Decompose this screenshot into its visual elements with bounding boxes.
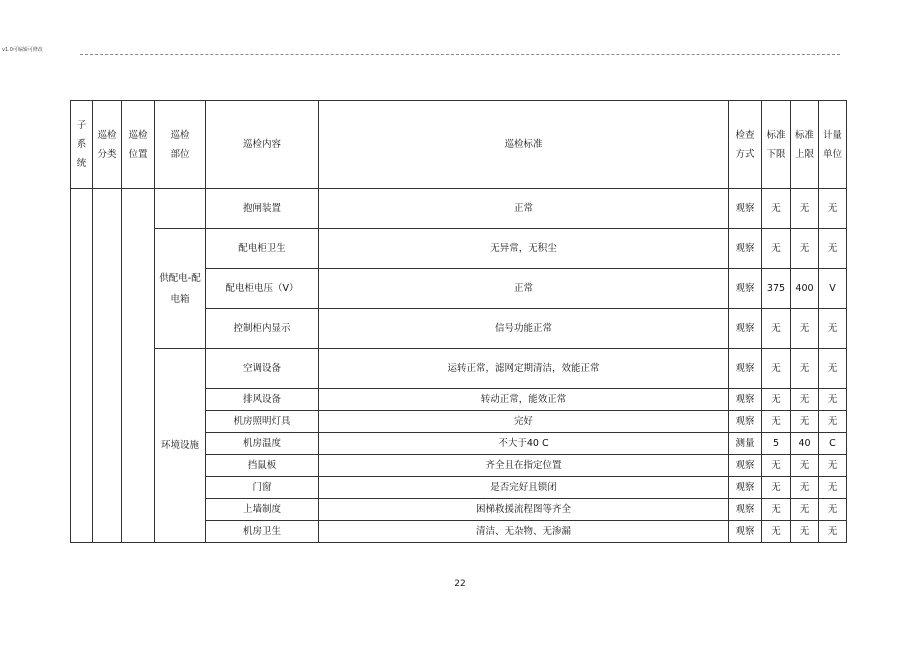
part-cell-empty bbox=[155, 189, 206, 229]
standard-cell: 运转正常，滤网定期清洁，效能正常 bbox=[319, 349, 729, 389]
lower-limit-cell: 375 bbox=[762, 269, 791, 309]
method-cell: 观察 bbox=[729, 229, 762, 269]
header-standard: 巡检标准 bbox=[319, 101, 729, 189]
standard-cell: 正常 bbox=[319, 269, 729, 309]
standard-cell: 正常 bbox=[319, 189, 729, 229]
unit-cell: 无 bbox=[819, 389, 847, 411]
upper-limit-cell: 无 bbox=[791, 389, 819, 411]
content-cell: 门窗 bbox=[206, 477, 319, 499]
unit-cell: 无 bbox=[819, 411, 847, 433]
standard-cell: 完好 bbox=[319, 411, 729, 433]
header-part: 巡检部位 bbox=[155, 101, 206, 189]
header-category: 巡检分类 bbox=[93, 101, 122, 189]
header-lower-limit: 标准下限 bbox=[762, 101, 791, 189]
table-row bbox=[71, 189, 847, 229]
method-cell: 观察 bbox=[729, 411, 762, 433]
method-cell: 观察 bbox=[729, 499, 762, 521]
content-cell: 控制柜内显示 bbox=[206, 309, 319, 349]
standard-cell: 转动正常，能效正常 bbox=[319, 389, 729, 411]
unit-cell: 无 bbox=[819, 309, 847, 349]
method-cell: 观察 bbox=[729, 521, 762, 543]
method-cell: 测量 bbox=[729, 433, 762, 455]
standard-cell: 齐全且在指定位置 bbox=[319, 455, 729, 477]
header-subsystem: 子系统 bbox=[71, 101, 93, 189]
lower-limit-cell: 无 bbox=[762, 189, 791, 229]
content-cell: 配电柜卫生 bbox=[206, 229, 319, 269]
subsystem-cell bbox=[71, 189, 93, 543]
content-cell: 空调设备 bbox=[206, 349, 319, 389]
unit-cell: V bbox=[819, 269, 847, 309]
content-cell: 挡鼠板 bbox=[206, 455, 319, 477]
method-cell: 观察 bbox=[729, 269, 762, 309]
lower-limit-cell: 无 bbox=[762, 499, 791, 521]
unit-cell: C bbox=[819, 433, 847, 455]
upper-limit-cell: 无 bbox=[791, 477, 819, 499]
unit-cell: 无 bbox=[819, 521, 847, 543]
header-method: 检查方式 bbox=[729, 101, 762, 189]
category-cell bbox=[93, 189, 122, 543]
method-cell: 观察 bbox=[729, 477, 762, 499]
table-header-row bbox=[71, 101, 847, 189]
standard-cell: 信号功能正常 bbox=[319, 309, 729, 349]
unit-cell: 无 bbox=[819, 349, 847, 389]
lower-limit-cell: 无 bbox=[762, 411, 791, 433]
method-cell: 观察 bbox=[729, 349, 762, 389]
inspection-table bbox=[70, 100, 847, 543]
content-cell: 抱闸装置 bbox=[206, 189, 319, 229]
content-cell: 排风设备 bbox=[206, 389, 319, 411]
standard-cell: 清洁、无杂物、无渗漏 bbox=[319, 521, 729, 543]
lower-limit-cell: 无 bbox=[762, 229, 791, 269]
upper-limit-cell: 无 bbox=[791, 521, 819, 543]
standard-cell: 困梯救援流程图等齐全 bbox=[319, 499, 729, 521]
content-cell: 配电柜电压（V） bbox=[206, 269, 319, 309]
method-cell: 观察 bbox=[729, 455, 762, 477]
upper-limit-cell: 400 bbox=[791, 269, 819, 309]
lower-limit-cell: 无 bbox=[762, 521, 791, 543]
lower-limit-cell: 无 bbox=[762, 455, 791, 477]
upper-limit-cell: 无 bbox=[791, 411, 819, 433]
header-content: 巡检内容 bbox=[206, 101, 319, 189]
header-unit: 计量单位 bbox=[819, 101, 847, 189]
header-upper-limit: 标准上限 bbox=[791, 101, 819, 189]
content-cell: 机房照明灯具 bbox=[206, 411, 319, 433]
upper-limit-cell: 无 bbox=[791, 499, 819, 521]
lower-limit-cell: 5 bbox=[762, 433, 791, 455]
unit-cell: 无 bbox=[819, 477, 847, 499]
page-number: 22 bbox=[454, 579, 466, 589]
upper-limit-cell: 无 bbox=[791, 349, 819, 389]
table-row bbox=[71, 229, 847, 269]
table-row bbox=[71, 349, 847, 389]
upper-limit-cell: 40 bbox=[791, 433, 819, 455]
lower-limit-cell: 无 bbox=[762, 389, 791, 411]
lower-limit-cell: 无 bbox=[762, 477, 791, 499]
content-cell: 机房卫生 bbox=[206, 521, 319, 543]
method-cell: 观察 bbox=[729, 189, 762, 229]
standard-cell: 无异常，无积尘 bbox=[319, 229, 729, 269]
location-cell bbox=[122, 189, 155, 543]
method-cell: 观察 bbox=[729, 389, 762, 411]
unit-cell: 无 bbox=[819, 455, 847, 477]
lower-limit-cell: 无 bbox=[762, 309, 791, 349]
header-divider bbox=[80, 54, 840, 55]
upper-limit-cell: 无 bbox=[791, 455, 819, 477]
content-cell: 机房温度 bbox=[206, 433, 319, 455]
header-location: 巡检位置 bbox=[122, 101, 155, 189]
upper-limit-cell: 无 bbox=[791, 229, 819, 269]
upper-limit-cell: 无 bbox=[791, 309, 819, 349]
method-cell: 观察 bbox=[729, 309, 762, 349]
unit-cell: 无 bbox=[819, 189, 847, 229]
unit-cell: 无 bbox=[819, 499, 847, 521]
standard-cell: 不大于40 C bbox=[319, 433, 729, 455]
standard-cell: 是否完好且锁闭 bbox=[319, 477, 729, 499]
upper-limit-cell: 无 bbox=[791, 189, 819, 229]
unit-cell: 无 bbox=[819, 229, 847, 269]
header-note: v1.0可编辑可修改 bbox=[2, 47, 43, 53]
part-cell-power: 供配电-配电箱 bbox=[155, 229, 206, 349]
content-cell: 上墙制度 bbox=[206, 499, 319, 521]
part-cell-environment: 环境设施 bbox=[155, 349, 206, 543]
lower-limit-cell: 无 bbox=[762, 349, 791, 389]
